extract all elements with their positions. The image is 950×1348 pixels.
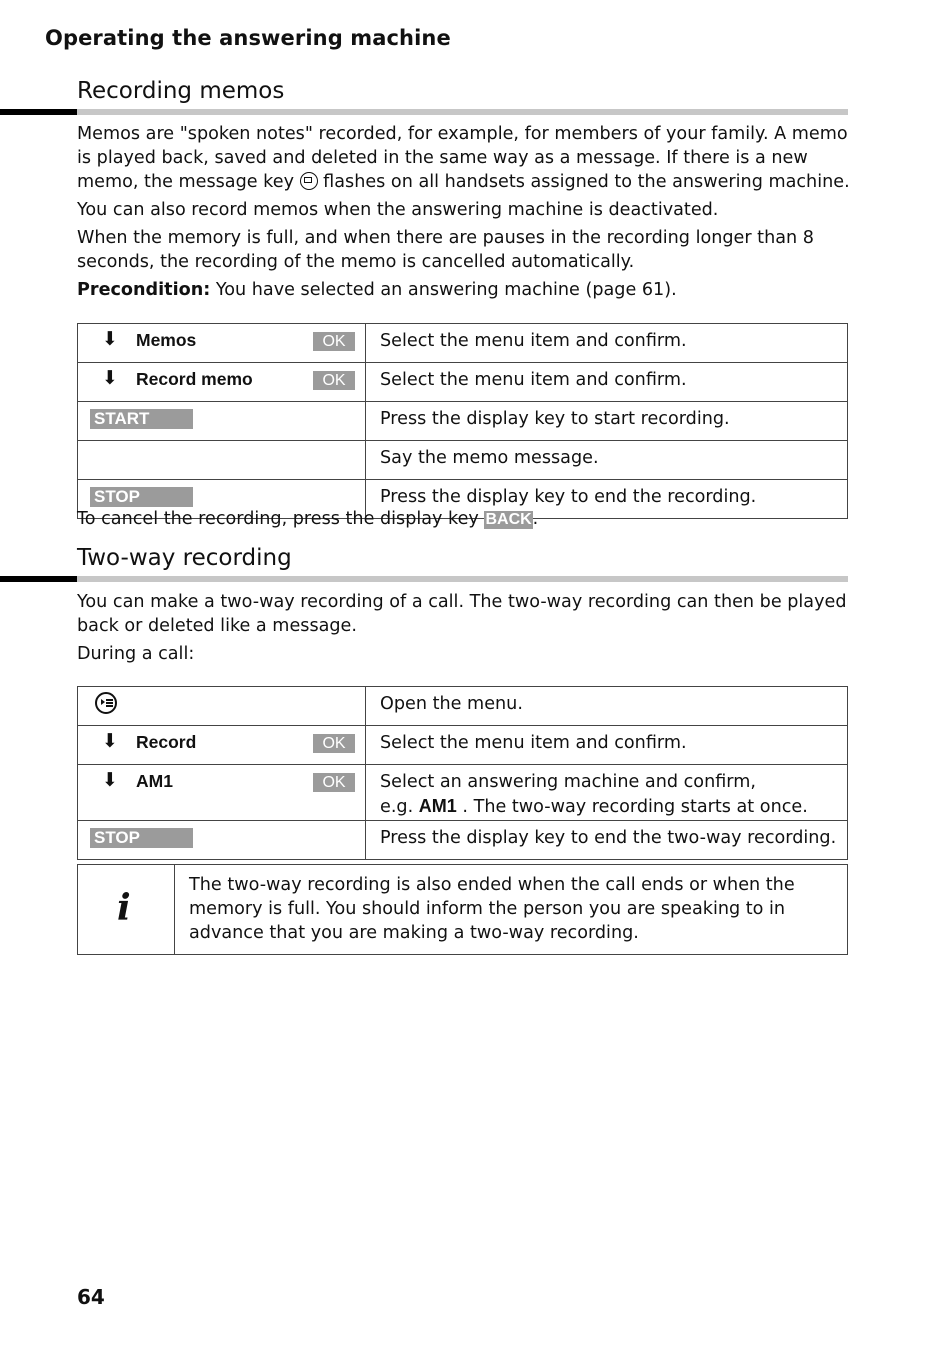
- step-description: Press the display key to end the two-way recording.: [366, 821, 848, 860]
- down-arrow-icon: ⬇: [102, 769, 118, 791]
- step-description-line2: . The two-way recording starts at once.: [462, 797, 808, 817]
- step-description: Select the menu item and confirm.: [366, 726, 848, 765]
- table-row: [78, 687, 848, 726]
- memo-deactivated-paragraph: You can also record memos when the answering machine is deactivated.: [77, 200, 719, 220]
- step-description: [366, 765, 848, 821]
- section-title-recording-memos: Recording memos: [77, 78, 285, 104]
- precondition-label: Precondition:: [77, 280, 211, 300]
- precondition-paragraph: [77, 278, 852, 302]
- memo-intro-text-b: flashes on all handsets assigned to the answering machine.: [323, 172, 850, 192]
- menu-item-record: Record: [136, 732, 197, 752]
- cancel-text-end: .: [532, 509, 539, 529]
- info-icon: i: [117, 887, 131, 929]
- back-display-key: BACK: [485, 511, 532, 528]
- memo-memory-paragraph: When the memory is full, and when there are pauses in the recording longer than 8 seconds, the recording of the memo is cancelled automatically.: [77, 228, 814, 272]
- cancel-text: To cancel the recording, press the display key: [77, 509, 479, 529]
- section-rule-grey: [77, 576, 848, 582]
- step-key-cell: [78, 441, 366, 480]
- step-description: Select the menu item and confirm.: [366, 324, 848, 363]
- step-description: Press the display key to end the recording.: [366, 480, 848, 519]
- section-title-two-way-recording: Two-way recording: [77, 545, 292, 571]
- table-row: [78, 726, 848, 765]
- precondition-text: You have selected an answering machine (page 61).: [215, 280, 677, 300]
- step-key-cell: [78, 402, 366, 441]
- step-key-cell: [78, 821, 366, 860]
- step-description: Select the menu item and confirm.: [366, 363, 848, 402]
- stop-display-key: STOP: [90, 487, 193, 507]
- down-arrow-icon: ⬇: [102, 328, 118, 350]
- step-key-cell: [78, 363, 366, 402]
- table-row: [78, 441, 848, 480]
- menu-item-record-memo: Record memo: [136, 369, 253, 389]
- menu-icon: [95, 692, 117, 714]
- ok-key: OK: [313, 332, 355, 351]
- ok-key: OK: [313, 734, 355, 753]
- step-description-line1: Select an answering machine and confirm,: [380, 772, 756, 792]
- info-box: [77, 864, 848, 955]
- table-row: [78, 324, 848, 363]
- two-way-steps-table: [77, 686, 848, 860]
- memo-steps-table: [77, 323, 848, 519]
- down-arrow-icon: ⬇: [102, 730, 118, 752]
- section-rule-black: [0, 576, 77, 582]
- step-description: Open the menu.: [366, 687, 848, 726]
- page-number: 64: [77, 1285, 105, 1309]
- info-icon-cell: [78, 865, 175, 954]
- table-row: [78, 821, 848, 860]
- message-key-icon: [300, 172, 318, 190]
- stop-display-key: STOP: [90, 828, 193, 848]
- menu-item-am1: AM1: [136, 771, 173, 791]
- menu-item-memos: Memos: [136, 330, 197, 350]
- step-description-eg: e.g.: [380, 797, 414, 817]
- cancel-paragraph: [77, 507, 852, 531]
- down-arrow-icon: ⬇: [102, 367, 118, 389]
- table-row: [78, 765, 848, 821]
- table-row: [78, 363, 848, 402]
- table-row: [78, 402, 848, 441]
- memo-intro-paragraph: [77, 122, 852, 194]
- step-key-cell: [78, 687, 366, 726]
- page-header: Operating the answering machine: [45, 26, 451, 50]
- am1-label: AM1: [418, 796, 457, 816]
- ok-key: OK: [313, 371, 355, 390]
- info-text: The two-way recording is also ended when the call ends or when the memory is full. You should inform the person you are speaking to in advance that you are making a two-way recording.: [189, 875, 795, 943]
- step-description: Say the memo message.: [366, 441, 848, 480]
- section-rule-black: [0, 109, 77, 115]
- start-display-key: START: [90, 409, 193, 429]
- memo-intro-text-a: Memos are "spoken notes" recorded, for example, for members of your family. A memo is played back, saved and deleted in the same way as a message. If there is a new memo, the message key: [77, 124, 848, 192]
- step-key-cell: [78, 324, 366, 363]
- step-key-cell: [78, 726, 366, 765]
- step-key-cell: [78, 765, 366, 821]
- ok-key: OK: [313, 773, 355, 792]
- section-rule-grey: [77, 109, 848, 115]
- step-description: Press the display key to start recording.: [366, 402, 848, 441]
- during-call-paragraph: During a call:: [77, 644, 195, 664]
- two-way-intro-paragraph: You can make a two-way recording of a call. The two-way recording can then be played back or deleted like a message.: [77, 592, 847, 636]
